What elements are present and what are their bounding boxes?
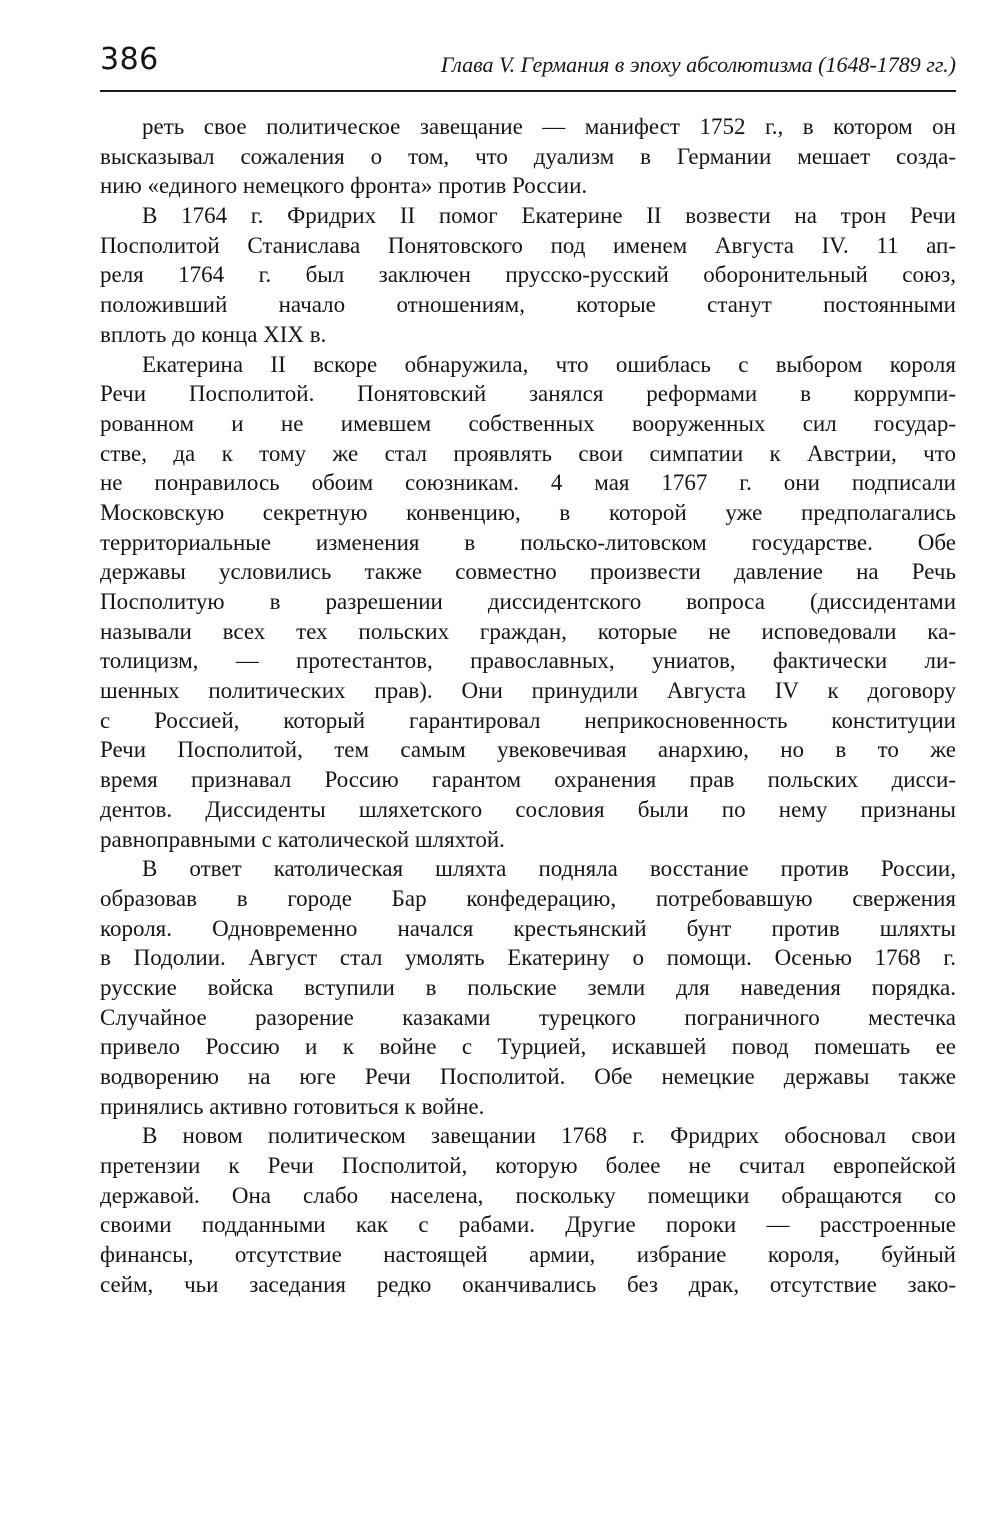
- text-line: Московскую секретную конвенцию, в которой уже предполагались: [100, 499, 956, 525]
- text-line: рованном и не имевшем собственных вооруженных сил государ-: [100, 410, 956, 436]
- text-line: короля. Одновременно начался крестьянский бунт против шляхты: [100, 915, 956, 941]
- running-header: [100, 38, 956, 92]
- text-line: Случайное разорение казаками турецкого пограничного местечка: [100, 1004, 956, 1030]
- text-line: Речи Посполитой. Понятовский занялся реформами в коррумпи-: [100, 381, 956, 407]
- paragraph: [100, 350, 956, 855]
- text-line: сейм, чьи заседания редко оканчивались без драк, отсутствие зако-: [100, 1271, 956, 1297]
- body-text: [100, 112, 956, 1300]
- text-line: В 1764 г. Фридрих II помог Екатерине II возвести на трон Речи: [142, 203, 956, 229]
- text-line: равноправными с католической шляхтой.: [100, 826, 505, 852]
- text-line: образовав в городе Бар конфедерацию, потребовавшую свержения: [100, 885, 956, 911]
- text-line: В ответ католическая шляхта подняла восстание против России,: [142, 856, 956, 882]
- text-line: время признавал Россию гарантом охранения прав польских дисси-: [100, 767, 956, 793]
- paragraph: [100, 112, 956, 201]
- text-line: державой. Она слабо населена, поскольку помещики обращаются со: [100, 1182, 956, 1208]
- paragraph: [100, 854, 956, 1121]
- text-line: Речи Посполитой, тем самым увековечивая анархию, но в то же: [100, 737, 956, 763]
- text-line: нию «единого немецкого фронта» против России.: [100, 173, 588, 199]
- text-line: привело Россию и к войне с Турцией, искавшей повод помешать ее: [100, 1034, 956, 1060]
- text-line: претензии к Речи Посполитой, которую более не считал европейской: [100, 1153, 956, 1179]
- text-line: в Подолии. Август стал умолять Екатерину о помощи. Осенью 1768 г.: [100, 945, 956, 971]
- text-line: называли всех тех польских граждан, которые не исповедовали ка-: [100, 618, 956, 644]
- text-line: реля 1764 г. был заключен прусско-русский оборонительный союз,: [100, 262, 956, 288]
- text-line: положивший начало отношениям, которые станут постоянными: [100, 292, 956, 318]
- text-line: шенных политических прав). Они принудили Августа IV к договору: [100, 678, 956, 704]
- text-line: финансы, отсутствие настоящей армии, избрание короля, буйный: [100, 1242, 956, 1268]
- text-line: стве, да к тому же стал проявлять свои симпатии к Австрии, что: [100, 440, 956, 466]
- page-number: 386: [100, 42, 159, 77]
- text-line: высказывал сожаления о том, что дуализм в Германии мешает созда-: [100, 143, 956, 169]
- text-line: Посполитую в разрешении диссидентского вопроса (диссидентами: [100, 589, 956, 614]
- text-line: не понравилось обоим союзникам. 4 мая 1767 г. они подписали: [100, 470, 956, 496]
- text-line: толицизм, — протестантов, православных, униатов, фактически ли-: [100, 648, 956, 674]
- chapter-title: Глава V. Германия в эпоху абсолютизма (1648-1789 гг.): [440, 52, 956, 77]
- text-line: своими подданными как с рабами. Другие пороки — расстроенные: [100, 1212, 956, 1238]
- text-line: Посполитой Станислава Понятовского под именем Августа IV. 11 ап-: [100, 232, 956, 258]
- paragraph: [100, 1121, 956, 1299]
- text-line: территориальные изменения в польско-литовском государстве. Обе: [100, 529, 956, 555]
- text-line: с Россией, который гарантировал неприкосновенность конституции: [100, 707, 956, 733]
- text-line: русские войска вступили в польские земли для наведения порядка.: [100, 974, 956, 1000]
- paragraph: [100, 201, 956, 349]
- text-line: водворению на юге Речи Посполитой. Обе немецкие державы также: [100, 1064, 956, 1089]
- book-page: [100, 38, 956, 1300]
- text-line: вплоть до конца XIX в.: [100, 321, 327, 347]
- text-line: В новом политическом завещании 1768 г. Фридрих обосновал свои: [142, 1123, 956, 1149]
- text-line: державы условились также совместно произвести давление на Речь: [100, 559, 956, 585]
- text-line: принялись активно готовиться к войне.: [100, 1093, 485, 1119]
- text-line: реть свое политическое завещание — манифест 1752 г., в котором он: [142, 114, 956, 139]
- text-line: дентов. Диссиденты шляхетского сословия были по нему признаны: [100, 796, 956, 822]
- text-line: Екатерина II вскоре обнаружила, что ошиблась с выбором короля: [142, 351, 956, 377]
